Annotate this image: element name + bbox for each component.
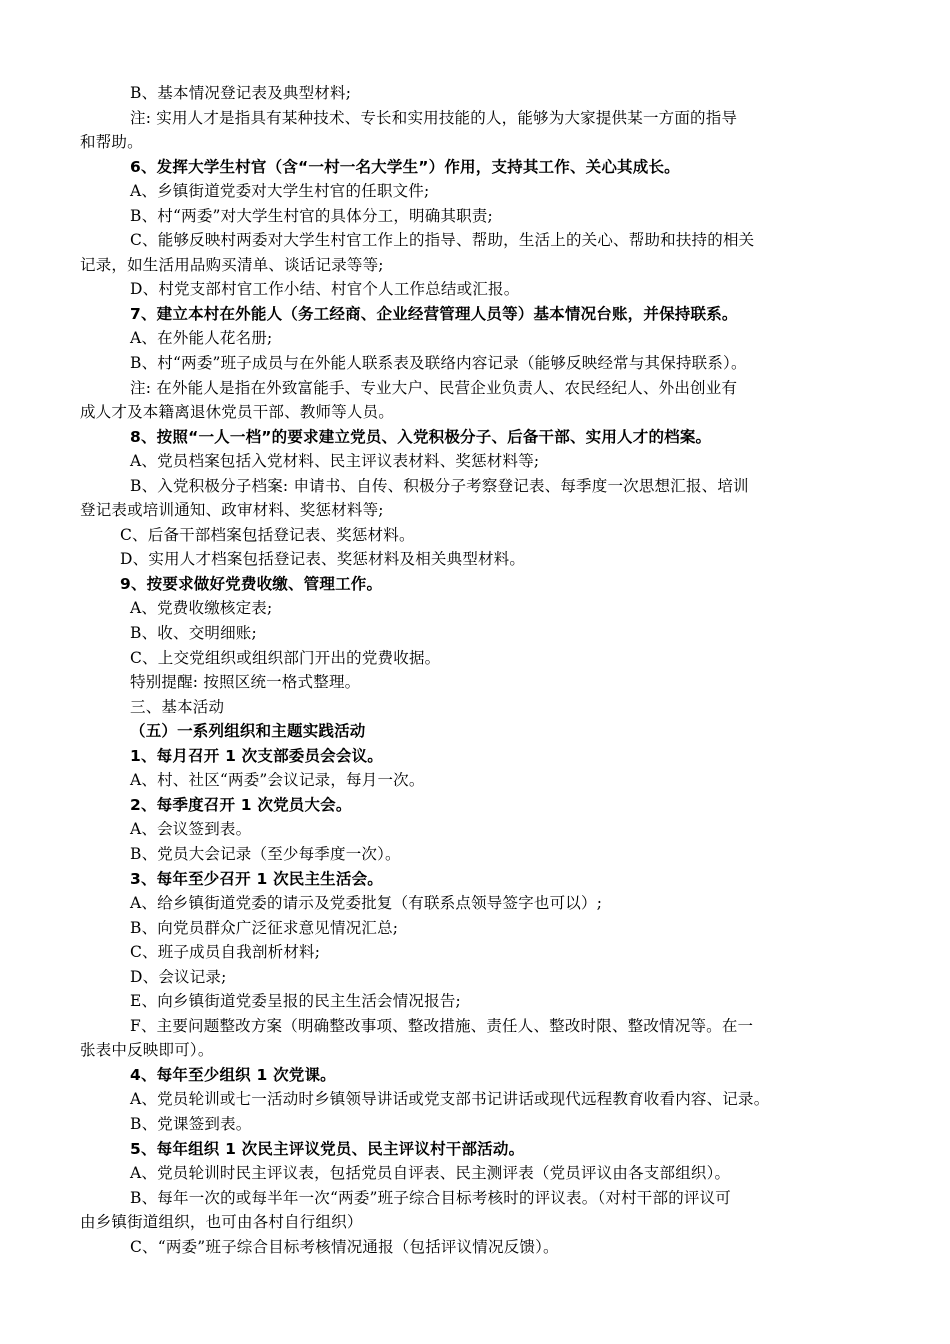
text-line: 和帮助。 — [80, 133, 143, 152]
section-heading: 3、每年至少召开 1 次民主生活会。 — [130, 869, 383, 888]
chapter-heading: 三、基本活动 — [130, 697, 225, 716]
text-line: A、党员档案包括入党材料、民主评议表材料、奖惩材料等; — [130, 452, 540, 471]
section-heading: 9、按要求做好党费收缴、管理工作。 — [120, 574, 383, 593]
section-heading: 5、每年组织 1 次民主评议党员、民主评议村干部活动。 — [130, 1139, 525, 1158]
text-line: A、乡镇街道党委对大学生村官的任职文件; — [130, 182, 430, 201]
text-line: 记录，如生活用品购买清单、谈话记录等等; — [80, 255, 384, 274]
subsection-heading: （五）一系列组织和主题实践活动 — [130, 722, 366, 741]
text-line: A、给乡镇街道党委的请示及党委批复（有联系点领导签字也可以）; — [130, 894, 603, 913]
text-line: 登记表或培训通知、政审材料、奖惩材料等; — [80, 501, 384, 520]
text-line: B、基本情况登记表及典型材料; — [130, 84, 352, 102]
text-line: C、上交党组织或组织部门开出的党费收据。 — [130, 648, 441, 667]
text-line: 注: 实用人才是指具有某种技术、专长和实用技能的人，能够为大家提供某一方面的指导 — [130, 108, 738, 127]
section-heading: 4、每年至少组织 1 次党课。 — [130, 1065, 336, 1084]
text-line: 注: 在外能人是指在外致富能手、专业大户、民营企业负责人、农民经纪人、外出创业有 — [130, 378, 738, 397]
text-line: A、党员轮训时民主评议表，包括党员自评表、民主测评表（党员评议由各支部组织）。 — [130, 1164, 731, 1183]
text-line: 特别提醒: 按照区统一格式整理。 — [130, 673, 361, 692]
section-heading: 8、按照“一人一档”的要求建立党员、入党积极分子、后备干部、实用人才的档案。 — [130, 427, 712, 446]
text-line: B、收、交明细账; — [130, 624, 257, 643]
text-line: B、每年一次的或每半年一次“两委”班子综合目标考核时的评议表。（对村干部的评议可 — [130, 1188, 731, 1207]
text-line: A、会议签到表。 — [130, 820, 252, 839]
text-line: C、“两委”班子综合目标考核情况通报（包括评议情况反馈）。 — [130, 1237, 559, 1256]
section-heading: 1、每月召开 1 次支部委员会会议。 — [130, 746, 383, 765]
text-line: 张表中反映即可）。 — [80, 1041, 214, 1060]
text-line: B、向党员群众广泛征求意见情况汇总; — [130, 918, 399, 937]
text-line: D、会议记录; — [130, 967, 227, 986]
text-line: B、村“两委”对大学生村官的具体分工，明确其职责; — [130, 206, 493, 225]
text-line: 成人才及本籍离退休党员干部、教师等人员。 — [80, 403, 395, 422]
text-line: E、向乡镇街道党委呈报的民主生活会情况报告; — [130, 992, 461, 1011]
text-line: D、实用人才档案包括登记表、奖惩材料及相关典型材料。 — [120, 550, 526, 569]
text-line: D、村党支部村官工作小结、村官个人工作总结或汇报。 — [130, 280, 520, 299]
text-line: B、入党积极分子档案: 申请书、自传、积极分子考察登记表、每季度一次思想汇报、培训 — [130, 476, 749, 495]
text-line: A、村、社区“两委”会议记录，每月一次。 — [130, 771, 425, 790]
text-line: A、党员轮训或七一活动时乡镇领导讲话或党支部书记讲话或现代远程教育收看内容、记录。 — [130, 1090, 770, 1109]
text-line: B、村“两委”班子成员与在外能人联系表及联络内容记录（能够反映经常与其保持联系）。 — [130, 354, 747, 373]
text-line: C、能够反映村两委对大学生村官工作上的指导、帮助，生活上的关心、帮助和扶持的相关 — [130, 231, 755, 250]
text-line: B、党课签到表。 — [130, 1114, 252, 1133]
text-line: B、党员大会记录（至少每季度一次）。 — [130, 844, 401, 863]
text-line: A、党费收缴核定表; — [130, 599, 273, 618]
text-line: C、后备干部档案包括登记表、奖惩材料。 — [120, 525, 415, 544]
text-line: A、在外能人花名册; — [130, 329, 273, 348]
text-line: C、班子成员自我剖析材料; — [130, 943, 321, 962]
section-heading: 7、建立本村在外能人（务工经商、企业经营管理人员等）基本情况台账，并保持联系。 — [130, 304, 738, 323]
section-heading: 6、发挥大学生村官（含“一村一名大学生”）作用，支持其工作、关心其成长。 — [130, 157, 680, 176]
section-heading: 2、每季度召开 1 次党员大会。 — [130, 795, 352, 814]
text-line: F、主要问题整改方案（明确整改事项、整改措施、责任人、整改时限、整改情况等。在一 — [130, 1016, 754, 1035]
document-page — [80, 81, 890, 1259]
text-line: 由乡镇街道组织，也可由各村自行组织） — [80, 1213, 363, 1232]
